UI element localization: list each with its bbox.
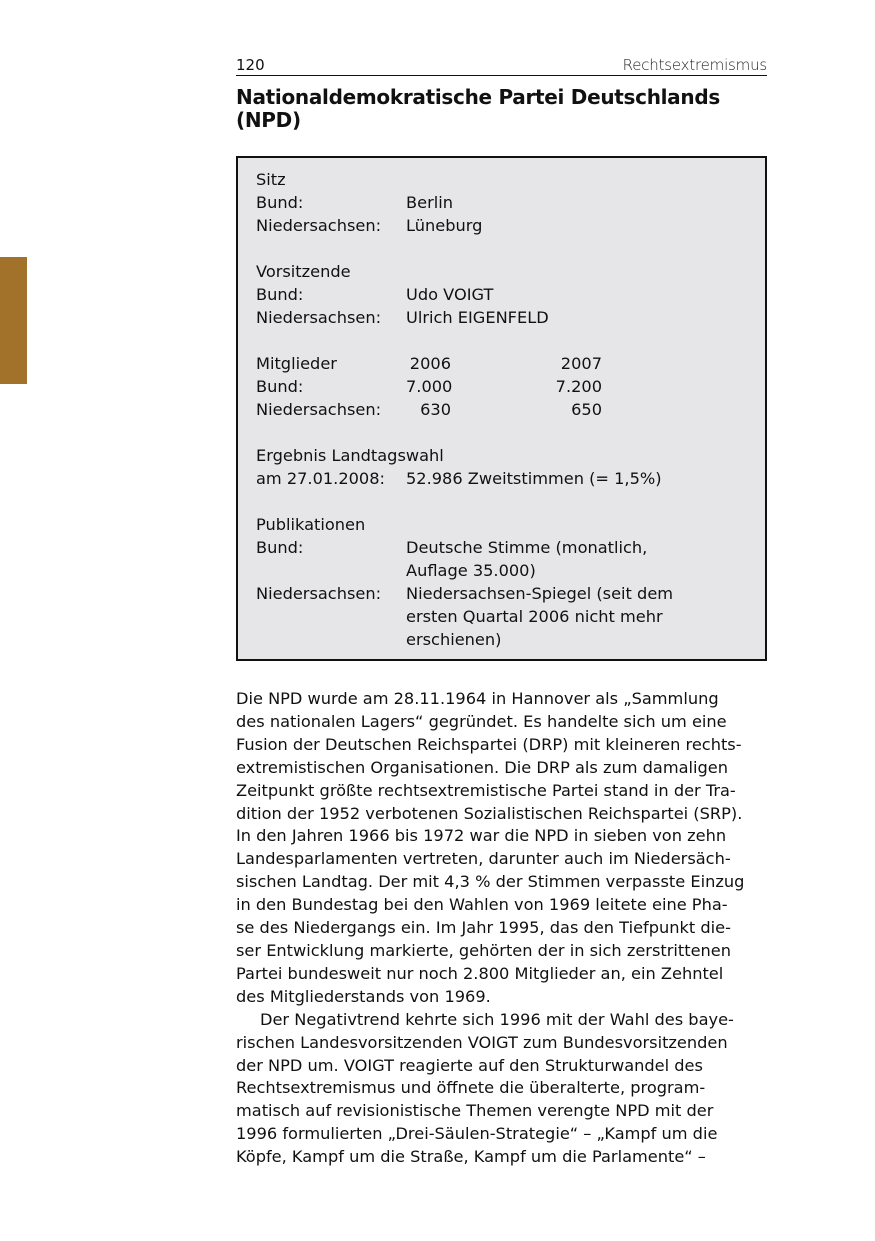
row-label: Bund: bbox=[256, 538, 304, 557]
row-label: Niedersachsen: bbox=[256, 400, 382, 419]
title-line-1: Nationaldemokratische Partei Deutschlands bbox=[236, 85, 720, 109]
row-label: Niedersachsen: bbox=[256, 308, 382, 327]
fact-box bbox=[236, 156, 767, 661]
year-2006: 2006 bbox=[409, 354, 451, 373]
value-2006: 630 bbox=[420, 400, 451, 419]
mitglieder-niedersachsen-row bbox=[256, 398, 756, 421]
publikationen-bund-row bbox=[256, 536, 756, 582]
value-2006: 7.000 bbox=[406, 377, 453, 396]
row-label: Bund: bbox=[256, 285, 304, 304]
row-value: Lüneburg bbox=[406, 216, 483, 235]
sitz-bund-row bbox=[256, 191, 756, 214]
vorsitzende-bund-row bbox=[256, 283, 756, 306]
paragraph-2: Der Negativtrend kehrte sich 1996 mit der Wahl des baye- rischen Landesvorsitzenden VOIGT zum Bundesvorsitzenden der NPD um. VOIGT reagierte auf den Strukturwandel des Rechtsextremismus und öffnete die überalterte, program- matisch auf revisionistische Themen verengte NPD mit der 1996 formulierten „Drei-Säulen-Strategie“ – „Kampf um die Köpfe, Kampf um die Straße, Kampf um die Parlamente“ – bbox=[236, 1009, 734, 1167]
value-2007: 7.200 bbox=[555, 377, 602, 396]
row-value: Niedersachsen-Spiegel (seit dem ersten Quartal 2006 nicht mehr erschienen) bbox=[406, 584, 674, 649]
page-header bbox=[236, 51, 767, 76]
mitglieder-heading: Mitglieder bbox=[256, 354, 337, 373]
publikationen-heading: Publikationen bbox=[256, 515, 366, 534]
value-2007: 650 bbox=[571, 400, 602, 419]
row-label: Bund: bbox=[256, 377, 304, 396]
landtagswahl-row bbox=[256, 467, 756, 490]
row-value: Berlin bbox=[406, 193, 453, 212]
row-label: Niedersachsen: bbox=[256, 584, 382, 603]
vorsitzende-heading: Vorsitzende bbox=[256, 262, 351, 281]
mitglieder-header-row bbox=[256, 352, 756, 375]
section-title bbox=[236, 86, 767, 132]
year-2007: 2007 bbox=[560, 354, 602, 373]
sitz-niedersachsen-row bbox=[256, 214, 756, 237]
row-label: Niedersachsen: bbox=[256, 216, 382, 235]
chapter-tab-marker bbox=[0, 257, 27, 384]
row-label: Bund: bbox=[256, 193, 304, 212]
paragraph-1: Die NPD wurde am 28.11.1964 in Hannover als „Sammlung des nationalen Lagers“ gegründet. Es handelte sich um eine Fusion der Deutschen Reichspartei (DRP) mit kleineren rechts- extremistischen Organisationen. Die DRP als zum damaligen Zeitpunkt größte rechtsextremistische Partei stand in der Tra- dition der 1952 verbotenen Sozialistischen Reichspartei (SRP). In den Jahren 1966 bis 1972 war die NPD in sieben von zehn Landesparlamenten vertreten, darunter auch im Niedersäch- sischen Landtag. Der mit 4,3 % der Stimmen verpasste Einzug in den Bundestag bei den Wahlen von 1969 leitete eine Pha- se des Niedergangs ein. Im Jahr 1995, das den Tiefpunkt die- ser Entwicklung markierte, gehörten der in sich zerstrittenen Partei bundesweit nur noch 2.800 Mitglieder an, ein Zehntel des Mitgliederstands von 1969. bbox=[236, 689, 745, 1006]
row-value: 52.986 Zweitstimmen (= 1,5%) bbox=[406, 469, 662, 488]
row-value: Udo VOIGT bbox=[406, 285, 494, 304]
page-number: 120 bbox=[236, 56, 265, 74]
sitz-heading: Sitz bbox=[256, 170, 286, 189]
running-head: Rechtsextremismus bbox=[622, 56, 767, 74]
vorsitzende-niedersachsen-row bbox=[256, 306, 756, 329]
row-value: Deutsche Stimme (monatlich, Auflage 35.000) bbox=[406, 538, 648, 580]
publikationen-niedersachsen-row bbox=[256, 582, 756, 651]
landtagswahl-heading: Ergebnis Landtagswahl bbox=[256, 446, 444, 465]
title-line-2: (NPD) bbox=[236, 108, 301, 132]
mitglieder-bund-row bbox=[256, 375, 756, 398]
row-value: Ulrich EIGENFELD bbox=[406, 308, 549, 327]
row-label: am 27.01.2008: bbox=[256, 469, 385, 488]
body-text bbox=[236, 688, 769, 1169]
